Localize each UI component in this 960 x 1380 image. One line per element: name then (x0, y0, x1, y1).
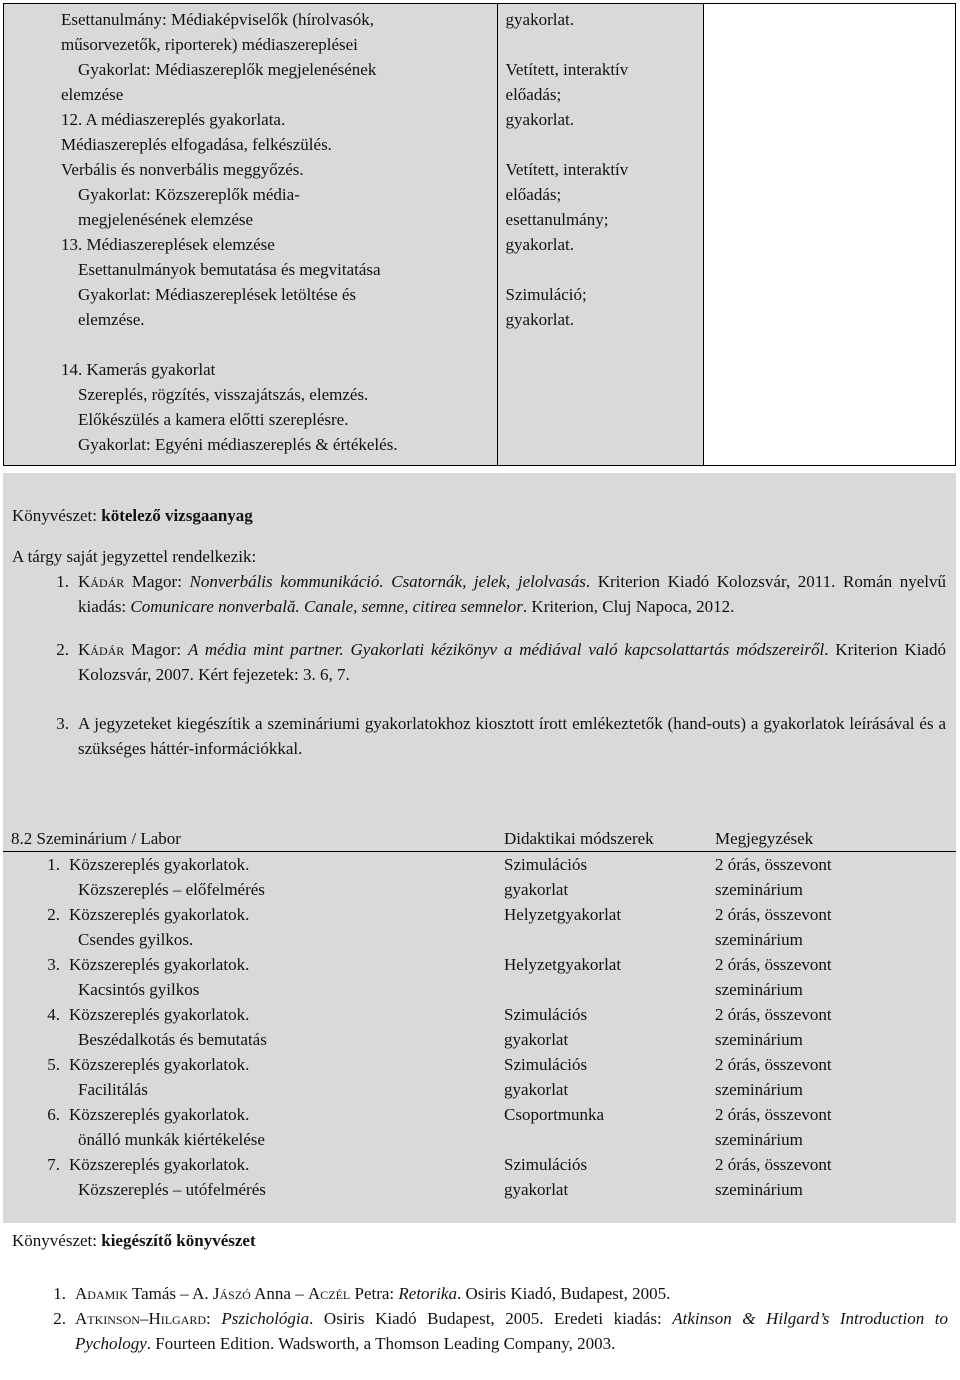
topic-line: elemzése (61, 85, 124, 104)
bibliography-heading: Könyvészet: kötelező vizsgaanyag (12, 506, 253, 525)
table-row: 7. Közszereplés gyakorlatok. Közszereplés – utófelmérés Szimulációs gyakorlat 2 órás, összevont szeminárium (47, 1155, 832, 1199)
method-line: Vetített, interaktív (505, 160, 629, 179)
table-row: 2. Közszereplés gyakorlatok. Csendes gyilkos. Helyzetgyakorlat 2 órás, összevont szeminárium (47, 905, 832, 949)
supplementary-item: 1. Adamik Tamás – A. Jászó Anna – Aczél Petra: Retorika. Osiris Kiadó, Budapest, 2005. (53, 1284, 671, 1303)
topic-line: megjelenésének elemzése (78, 210, 254, 229)
method-line: előadás; (505, 85, 562, 104)
topic-line: Gyakorlat: Egyéni médiaszereplés & értékelés. (78, 435, 398, 454)
topic-line: Gyakorlat: Médiaszereplők megjelenésének (78, 60, 377, 79)
topic-line: Gyakorlat: Közszereplők média- (78, 185, 300, 204)
topic-line: 12. A médiaszereplés gyakorlata. (61, 110, 286, 129)
table-row (4, 4, 956, 466)
topic-line: Verbális és nonverbális meggyőzés. (61, 160, 304, 179)
bibliography-item: 1. Kádár Magor: Nonverbális kommunikáció. Csatornák, jelek, jelolvasás. Kriterion Kiadó Kolozsvár, 2011. Román nyelvű kiadás: Comunicare nonverbală. Canale, semne, citirea semnelor. Kriterion, Cluj Napoca, 2012. (56, 572, 946, 616)
table-row: 3. Közszereplés gyakorlatok. Kacsintós gyilkos Helyzetgyakorlat 2 órás, összevont szeminárium (47, 955, 832, 999)
topic-line: Médiaszereplés elfogadása, felkészülés. (61, 135, 332, 154)
method-line: gyakorlat. (505, 10, 574, 29)
bibliography-intro: A tárgy saját jegyzettel rendelkezik: (12, 547, 257, 566)
supplementary-section (12, 1228, 948, 1356)
method-line: gyakorlat. (505, 235, 574, 254)
supplementary-heading: Könyvészet: kiegészítő könyvészet (12, 1231, 256, 1250)
topic-line: Gyakorlat: Médiaszereplések letöltése és (78, 285, 357, 304)
table-row: 1. Közszereplés gyakorlatok. Közszereplés – előfelmérés Szimulációs gyakorlat 2 órás, összevont szeminárium (47, 855, 832, 899)
seminar-header-row (3, 826, 956, 852)
table-row: 4. Közszereplés gyakorlatok. Beszédalkotás és bemutatás Szimulációs gyakorlat 2 órás, összevont szeminárium (47, 1005, 832, 1049)
method-line: esettanulmány; (505, 210, 609, 229)
topic-cell (4, 4, 498, 466)
topic-line: elemzése. (78, 310, 145, 329)
bibliography-item: 2. Kádár Magor: A média mint partner. Gyakorlati kézikönyv a médiával való kapcsolattartás módszereiről. Kriterion Kiadó Kolozsvár, 2007. Kért fejezetek: 3. 6, 7. (56, 640, 946, 684)
method-line: gyakorlat. (505, 110, 574, 129)
methods-header: Didaktikai módszerek (501, 826, 712, 852)
topic-line: 13. Médiaszereplések elemzése (61, 235, 275, 254)
topic-line: műsorvezetők, riporterek) médiaszereplései (61, 35, 358, 54)
seminar-table (3, 826, 956, 1202)
table-row: 5. Közszereplés gyakorlatok. Facilitálás Szimulációs gyakorlat 2 órás, összevont szeminárium (47, 1055, 832, 1099)
method-line: Szimuláció; (505, 285, 587, 304)
seminar-header: 8.2 Szeminárium / Labor (3, 826, 501, 852)
course-topics-table (3, 3, 956, 466)
topic-line: Esettanulmányok bemutatása és megvitatása (78, 260, 381, 279)
bibliography-item: 3. A jegyzeteket kiegészítik a szemináriumi gyakorlatokhoz kiosztott írott emlékeztetők (hand-outs) a gyakorlatok leírásával és a szükséges háttér-információkkal. (56, 714, 946, 758)
notes-header: Megjegyzések (712, 826, 956, 852)
supplementary-item: 2. Atkinson–Hilgard: Pszichológia. Osiris Kiadó Budapest, 2005. Eredeti kiadás: Atkinson & Hilgard’s Introduction to Pychology. Fourteen Edition. Wadsworth, a Thomson Leading Company, 2003. (53, 1309, 948, 1353)
topic-line: 14. Kamerás gyakorlat (61, 360, 216, 379)
notes-cell (704, 4, 956, 466)
method-cell (497, 4, 704, 466)
topic-line: Előkészülés a kamera előtti szereplésre. (78, 410, 349, 429)
topic-line: Szereplés, rögzítés, visszajátszás, elemzés. (78, 385, 369, 404)
method-line: Vetített, interaktív (505, 60, 629, 79)
method-line: előadás; (505, 185, 562, 204)
method-line: gyakorlat. (505, 310, 574, 329)
topic-line: Esettanulmány: Médiaképviselők (hírolvasók, (61, 10, 375, 29)
table-row: 6. Közszereplés gyakorlatok. önálló munkák kiértékelése Csoportmunka 2 órás, összevont szeminárium (47, 1105, 832, 1149)
